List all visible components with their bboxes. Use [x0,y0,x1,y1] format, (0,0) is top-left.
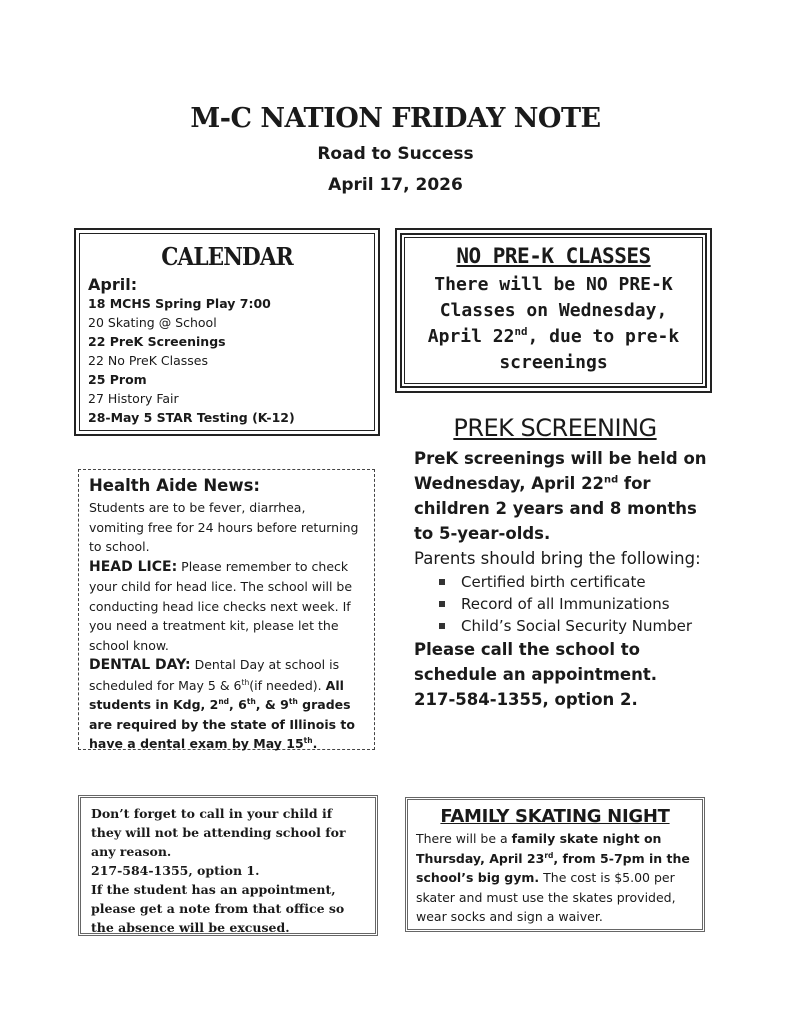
prek-bring-text: Parents should bring the following: [414,549,701,568]
calendar-title: CALENDAR [161,242,293,271]
prek-intro [414,446,714,546]
health-dental-text [89,655,364,754]
prek-screening-heading: PREK SCREENING [453,414,657,442]
health-lice-text [89,557,364,656]
dental-text-b: (if needed). [249,677,326,693]
health-fever-text: Students are to be fever, diarrhea, vomiting free for 24 hours before returning to school. [89,500,359,554]
dental-sup: nd [218,696,230,706]
calendar-item: 22 No PreK Classes [88,353,208,368]
call-in-phone: 217-584-1355, option 1. [91,863,260,878]
skating-sup: rd [544,850,554,860]
page-subtitle: Road to Success [317,144,474,164]
calendar-item: 20 Skating @ School [88,315,217,330]
calendar-item: 27 History Fair [88,391,179,406]
health-aide-box [78,469,375,750]
calendar-item: 18 MCHS Spring Play 7:00 [88,296,271,311]
prek-intro-sup: nd [604,474,619,486]
no-prek-box [395,228,712,393]
list-item: Record of all Immunizations [461,593,714,615]
list-item: Child’s Social Security Number [461,615,714,637]
prek-phone: 217-584-1355, option 2. [414,690,638,709]
dental-bold-b: , 6 [229,697,247,712]
skating-text-a: There will be a [416,831,512,846]
skating-text-b: The cost is $5.00 per skater and must use the skates provided, wear socks and sign a waiver. [416,870,676,924]
dental-sup: th [303,735,313,745]
dental-bold-c: , & 9 [255,697,289,712]
calendar-month: April: [88,275,138,294]
dental-text-a: Dental Day at school is scheduled for May 5 & 6 [89,657,340,693]
dental-bold-e: . [312,736,318,751]
skating-text [416,829,694,927]
skating-title: FAMILY SKATING NIGHT [440,806,670,827]
skating-box [405,797,705,932]
skating-bold-b: , from 5-7pm in the school’s big gym. [416,850,690,885]
dental-bold-a: All students in Kdg, 2 [89,677,344,712]
page-date: April 17, 2026 [328,175,463,195]
no-prek-sup: nd [514,325,528,338]
call-in-note: If the student has an appointment, please get a note from that office so the absence will be excused. [91,882,345,935]
dental-sup: th [241,677,250,687]
calendar-item: 28-May 5 STAR Testing (K-12) [88,410,295,425]
list-item: Certified birth certificate [461,571,714,593]
call-in-box [78,795,378,936]
calendar-item: 25 Prom [88,372,147,387]
prek-intro-b: for children 2 years and 8 months to 5-year-olds. [414,474,697,543]
calendar-box [74,228,380,436]
dental-bold-d: grades are required by the state of Illinois to have a dental exam by May 15 [89,697,355,751]
dental-label: DENTAL DAY: [89,657,191,673]
dental-sup: th [288,696,298,706]
no-prek-line1: There will be NO PRE-K Classes on Wednesday, April 22 [427,274,673,347]
health-title: Health Aide News: [89,476,261,495]
page-title: M-C NATION FRIDAY NOTE [190,103,601,134]
skating-bold-a: family skate night on Thursday, April 23 [416,831,662,866]
prek-intro-a: PreK screenings will be held on Wednesday, April 22 [414,449,707,493]
call-in-text: Don’t forget to call in your child if they will not be attending school for any reason. [91,806,346,859]
no-prek-title: NO PRE-K CLASSES [456,244,651,268]
prek-call-text: Please call the school to schedule an appointment. [414,640,657,684]
no-prek-line2: , due to pre-k screenings [499,326,680,373]
lice-text: Please remember to check your child for head lice. The school will be conducting head lice checks next week. If you need a treatment kit, please let the school know. [89,558,353,653]
dental-sup: th [246,696,256,706]
no-prek-text [397,272,710,376]
prek-screening-body [414,446,714,712]
calendar-item: 22 PreK Screenings [88,334,226,349]
prek-bring-list [414,571,714,637]
lice-label: HEAD LICE: [89,558,178,575]
